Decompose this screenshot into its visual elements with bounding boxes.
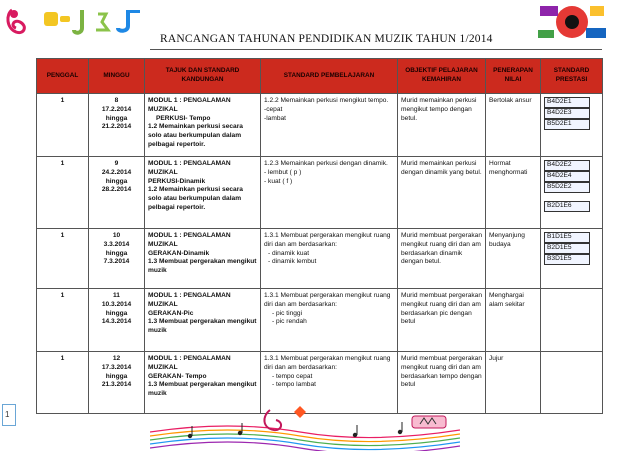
topic-name: GERAKAN- Tempo xyxy=(148,372,207,380)
topic-name: PERKUSI- Tempo xyxy=(156,114,211,122)
module-name: MODUL 1 : PENGALAMAN MUZIKAL xyxy=(148,97,231,113)
learning-standard: 1.3.1 Membuat pergerakan mengikut ruang diri dan am berdasarkan: xyxy=(264,232,391,248)
week-until: hingga xyxy=(105,114,128,122)
learning-standard: 1.2.2 Memainkan perkusi mengikut tempo. xyxy=(264,97,389,104)
tajuk-cell xyxy=(145,229,261,289)
week-until: hingga xyxy=(105,249,128,257)
prestasi-cell xyxy=(541,94,603,157)
week-start: 17.2.2014 xyxy=(101,105,132,113)
content-standard: 1.3 Membuat pergerakan mengikut muzik xyxy=(148,318,257,335)
learning-point: - pic tinggi xyxy=(272,309,303,317)
week-start: 10.3.2014 xyxy=(101,300,132,308)
topic-name: GERAKAN-Dinamik xyxy=(148,249,210,257)
prestasi-code: B4D2E3 xyxy=(544,108,590,119)
table-row xyxy=(37,94,603,157)
standard-pembelajaran-cell xyxy=(261,157,398,229)
week-end: 21.3.2014 xyxy=(101,381,132,389)
objektif-cell: Murid membuat pergerakan mengikut ruang diri dan am berdasarkan dinamik dengan betul. xyxy=(398,229,486,289)
nilai-cell: Bertolak ansur xyxy=(486,94,541,157)
learning-standard: 1.3.1 Membuat pergerakan mengikut ruang diri dan am berdasarkan: xyxy=(264,292,391,308)
tajuk-cell xyxy=(145,289,261,352)
prestasi-cell xyxy=(541,229,603,289)
minggu-cell xyxy=(89,352,145,414)
header-divider xyxy=(150,49,602,50)
objektif-cell: Murid memainkan perkusi dengan dinamik yang betul. xyxy=(398,157,486,229)
minggu-cell xyxy=(89,157,145,229)
week-number: 9 xyxy=(114,160,119,167)
music-collage-logo xyxy=(536,2,608,42)
table-row xyxy=(37,289,603,352)
header-minggu: MINGGU xyxy=(89,59,145,94)
week-number: 10 xyxy=(112,232,121,239)
module-name: MODUL 1 : PENGALAMAN MUZIKAL xyxy=(148,292,231,308)
yearly-plan-table xyxy=(36,58,603,414)
week-end: 28.2.2014 xyxy=(101,186,132,194)
prestasi-code: B3D1E5 xyxy=(544,254,590,265)
prestasi-code: B4D2E2 xyxy=(544,160,590,171)
objektif-cell: Murid membuat pergerakan mengikut ruang diri dan am berdasarkan tempo dengan betul xyxy=(398,352,486,414)
content-standard: 1.2 Memainkan perkusi secara solo atau berkumpulan dalam pelbagai repertoir. xyxy=(148,186,243,211)
prestasi-cell xyxy=(541,157,603,229)
table-row xyxy=(37,229,603,289)
week-until: hingga xyxy=(105,372,128,380)
prestasi-cell xyxy=(541,289,603,352)
header-standard-prestasi: STANDARD PRESTASI xyxy=(541,59,603,94)
penggal-cell: 1 xyxy=(37,94,89,157)
learning-point: - tempo lambat xyxy=(272,381,316,389)
learning-point: - kuat ( f ) xyxy=(264,177,293,185)
prestasi-code: B5D2E1 xyxy=(544,119,590,130)
week-number: 8 xyxy=(114,97,119,104)
content-standard: 1.3 Membuat pergerakan mengikut muzik xyxy=(148,381,257,398)
week-end: 7.3.2014 xyxy=(103,258,130,266)
penggal-cell: 1 xyxy=(37,229,89,289)
header-objektif: OBJEKTIF PELAJARAN KEMAHIRAN xyxy=(398,59,486,94)
minggu-cell xyxy=(89,94,145,157)
prestasi-code: B5D2E2 xyxy=(544,182,590,193)
nilai-cell: Menyanjung budaya xyxy=(486,229,541,289)
week-start: 3.3.2014 xyxy=(103,240,130,248)
document-title: RANCANGAN TAHUNAN PENDIDIKAN MUZIK TAHUN 1/2014 xyxy=(160,33,493,45)
week-number: 11 xyxy=(113,292,120,299)
week-until: hingga xyxy=(105,177,128,185)
standard-pembelajaran-cell xyxy=(261,94,398,157)
header-penerapan-nilai: PENERAPAN NILAI xyxy=(486,59,541,94)
prestasi-code: B4D2E4 xyxy=(544,171,590,182)
learning-standard: 1.2.3 Memainkan perkusi dengan dinamik. xyxy=(264,160,388,167)
prestasi-code: B1D1E5 xyxy=(544,232,590,243)
learning-point: - lembut ( p ) xyxy=(264,168,302,176)
week-start: 17.3.2014 xyxy=(101,363,132,371)
learning-point: - pic rendah xyxy=(272,318,307,326)
learning-point: - dinamik lembut xyxy=(268,258,317,266)
week-end: 21.2.2014 xyxy=(101,123,132,131)
penggal-cell: 1 xyxy=(37,157,89,229)
learning-point: - tempo cepat xyxy=(272,372,313,380)
module-name: MODUL 1 : PENGALAMAN MUZIKAL xyxy=(148,232,231,248)
module-name: MODUL 1 : PENGALAMAN MUZIKAL xyxy=(148,160,231,176)
penggal-cell: 1 xyxy=(37,289,89,352)
prestasi-cell xyxy=(541,352,603,414)
minggu-cell xyxy=(89,289,145,352)
tajuk-cell xyxy=(145,94,261,157)
topic-name: PERKUSI-Dinamik xyxy=(148,177,206,185)
prestasi-code: B4D2E1 xyxy=(544,97,590,108)
learning-standard: 1.3.1 Membuat pergerakan mengikut ruang diri dan am berdasarkan: xyxy=(264,355,391,371)
standard-pembelajaran-cell xyxy=(261,289,398,352)
prestasi-code: B2D1E5 xyxy=(544,243,590,254)
prestasi-code: B2D1E6 xyxy=(544,201,590,212)
music-badge-decoration xyxy=(410,412,450,432)
music-notes-logo xyxy=(4,4,164,40)
week-number: 12 xyxy=(112,355,121,362)
nilai-cell: Jujur xyxy=(486,352,541,414)
nilai-cell: Hormat menghormati xyxy=(486,157,541,229)
objektif-cell: Murid memainkan perkusi mengikut tempo dengan betul. xyxy=(398,94,486,157)
module-name: MODUL 1 : PENGALAMAN MUZIKAL xyxy=(148,355,231,371)
week-end: 14.3.2014 xyxy=(101,318,132,326)
topic-name: GERAKAN-Pic xyxy=(148,309,194,317)
header-tajuk: TAJUK DAN STANDARD KANDUNGAN xyxy=(145,59,261,94)
content-standard: 1.2 Memainkan perkusi secara solo atau berkumpulan dalam pelbagai repertoir. xyxy=(148,123,243,148)
minggu-cell xyxy=(89,229,145,289)
week-start: 24.2.2014 xyxy=(101,168,132,176)
content-standard: 1.3 Membuat pergerakan mengikut muzik xyxy=(148,258,257,275)
table-header-row xyxy=(37,59,603,94)
objektif-cell: Murid membuat pergerakan mengikut ruang diri dan am berdasarkan pic dengan betul xyxy=(398,289,486,352)
table-row xyxy=(37,157,603,229)
header-penggal: PENGGAL xyxy=(37,59,89,94)
learning-point: -lambat xyxy=(264,114,286,122)
penggal-cell: 1 xyxy=(37,352,89,414)
nilai-cell: Menghargai alam sekitar xyxy=(486,289,541,352)
header-standard-pembelajaran: STANDARD PEMBELAJARAN xyxy=(261,59,398,94)
standard-pembelajaran-cell xyxy=(261,229,398,289)
learning-point: -cepat xyxy=(264,105,283,113)
tajuk-cell xyxy=(145,157,261,229)
week-until: hingga xyxy=(105,309,128,317)
page-number: 1 xyxy=(5,410,10,419)
learning-point: - dinamik kuat xyxy=(268,249,310,257)
